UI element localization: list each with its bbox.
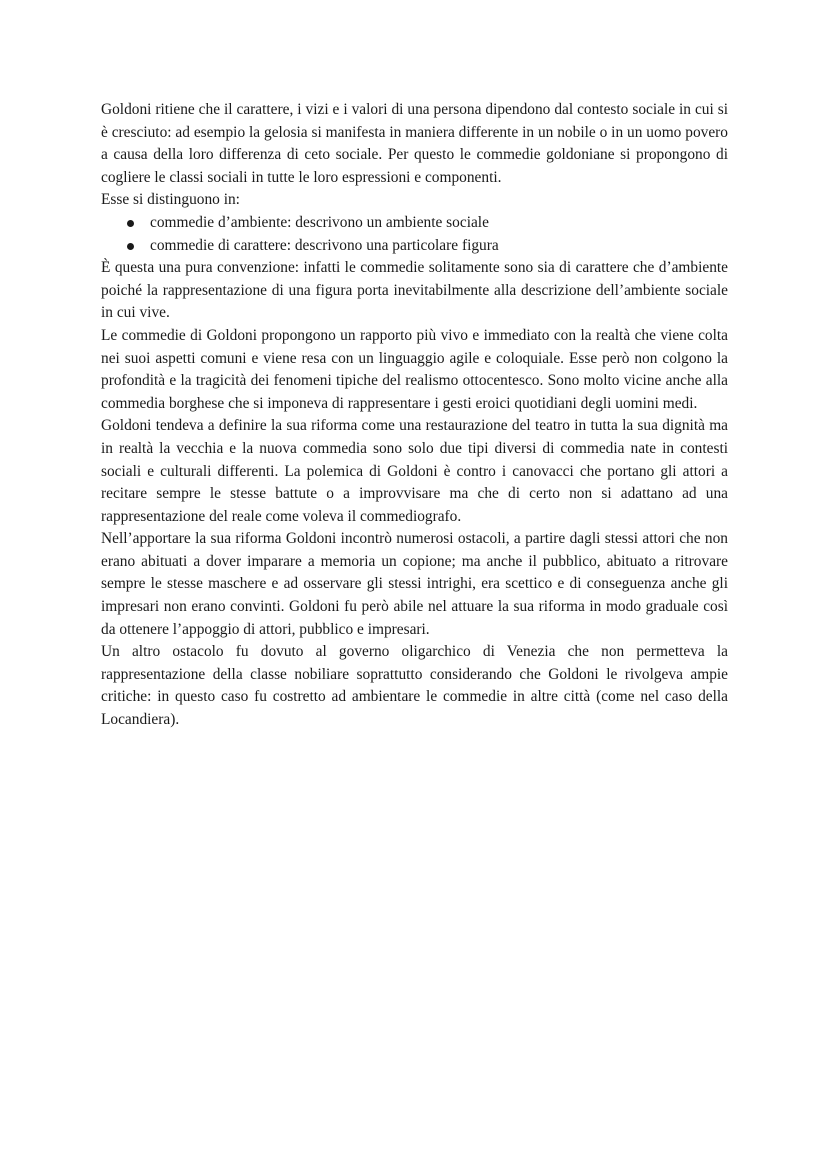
paragraph-4: Goldoni tendeva a definire la sua riforma come una restaurazione del teatro in tutta la sua dignità ma in realtà la vecchia e la nuova commedia sono solo due tipi diversi di commedia nate in contesti sociali e culturali differenti. La polemica di Goldoni è contro i canovacci che portano gli attori a recitare sempre le stesse battute o a improvvisare ma che di certo non si adattano ad una rappresentazione del reale come voleva il commediografo. <box>101 417 728 525</box>
paragraph-5: Nell’apportare la sua riforma Goldoni incontrò numerosi ostacoli, a partire dagli stessi attori che non erano abituati a dover imparare a memoria un copione; ma anche il pubblico, abituato a ritrovare sempre le stesse maschere e ad osservare gli stessi intrighi, era scettico e di conseguenza anche gli impresari non erano convinti. Goldoni fu però abile nel attuare la sua riforma in modo graduale così da ottenere l’appoggio di attori, pubblico e impresari. <box>101 530 728 638</box>
list-intro: Esse si distinguono in: <box>101 191 240 209</box>
list-item <box>127 212 728 235</box>
list-item-text: commedie d’ambiente: descrivono un ambiente sociale <box>150 213 489 231</box>
bullet-list <box>101 212 728 257</box>
list-item-text: commedie di carattere: descrivono una particolare figura <box>150 236 499 254</box>
bullet-icon <box>127 220 134 227</box>
document-page <box>101 99 728 732</box>
bullet-icon <box>127 243 134 250</box>
paragraph-1: Goldoni ritiene che il carattere, i vizi e i valori di una persona dipendono dal contesto sociale in cui si è cresciuto: ad esempio la gelosia si manifesta in maniera differente in un nobile o in un uomo povero a causa della loro differenza di ceto sociale. Per questo le commedie goldoniane si propongono di cogliere le classi sociali in tutte le loro espressioni e componenti. <box>101 101 728 186</box>
paragraph-3: Le commedie di Goldoni propongono un rapporto più vivo e immediato con la realtà che viene colta nei suoi aspetti comuni e viene resa con un linguaggio agile e coloquiale. Esse però non colgono la profondità e la tragicità dei fenomeni tipiche del realismo ottocentesco. Sono molto vicine anche alla commedia borghese che si imponeva di rappresentare i gesti eroici quotidiani degli uomini medi. <box>101 326 728 412</box>
paragraph-2: È questa una pura convenzione: infatti le commedie solitamente sono sia di carattere che d’ambiente poiché la rappresentazione di una figura porta inevitabilmente alla descrizione dell’ambiente sociale in cui vive. <box>101 259 728 322</box>
list-item <box>127 235 728 258</box>
paragraph-6: Un altro ostacolo fu dovuto al governo oligarchico di Venezia che non permetteva la rappresentazione della classe nobiliare soprattutto considerando che Goldoni le rivolgeva ampie critiche: in questo caso fu costretto ad ambientare le commedie in altre città (come nel caso della Locandiera). <box>101 643 728 729</box>
